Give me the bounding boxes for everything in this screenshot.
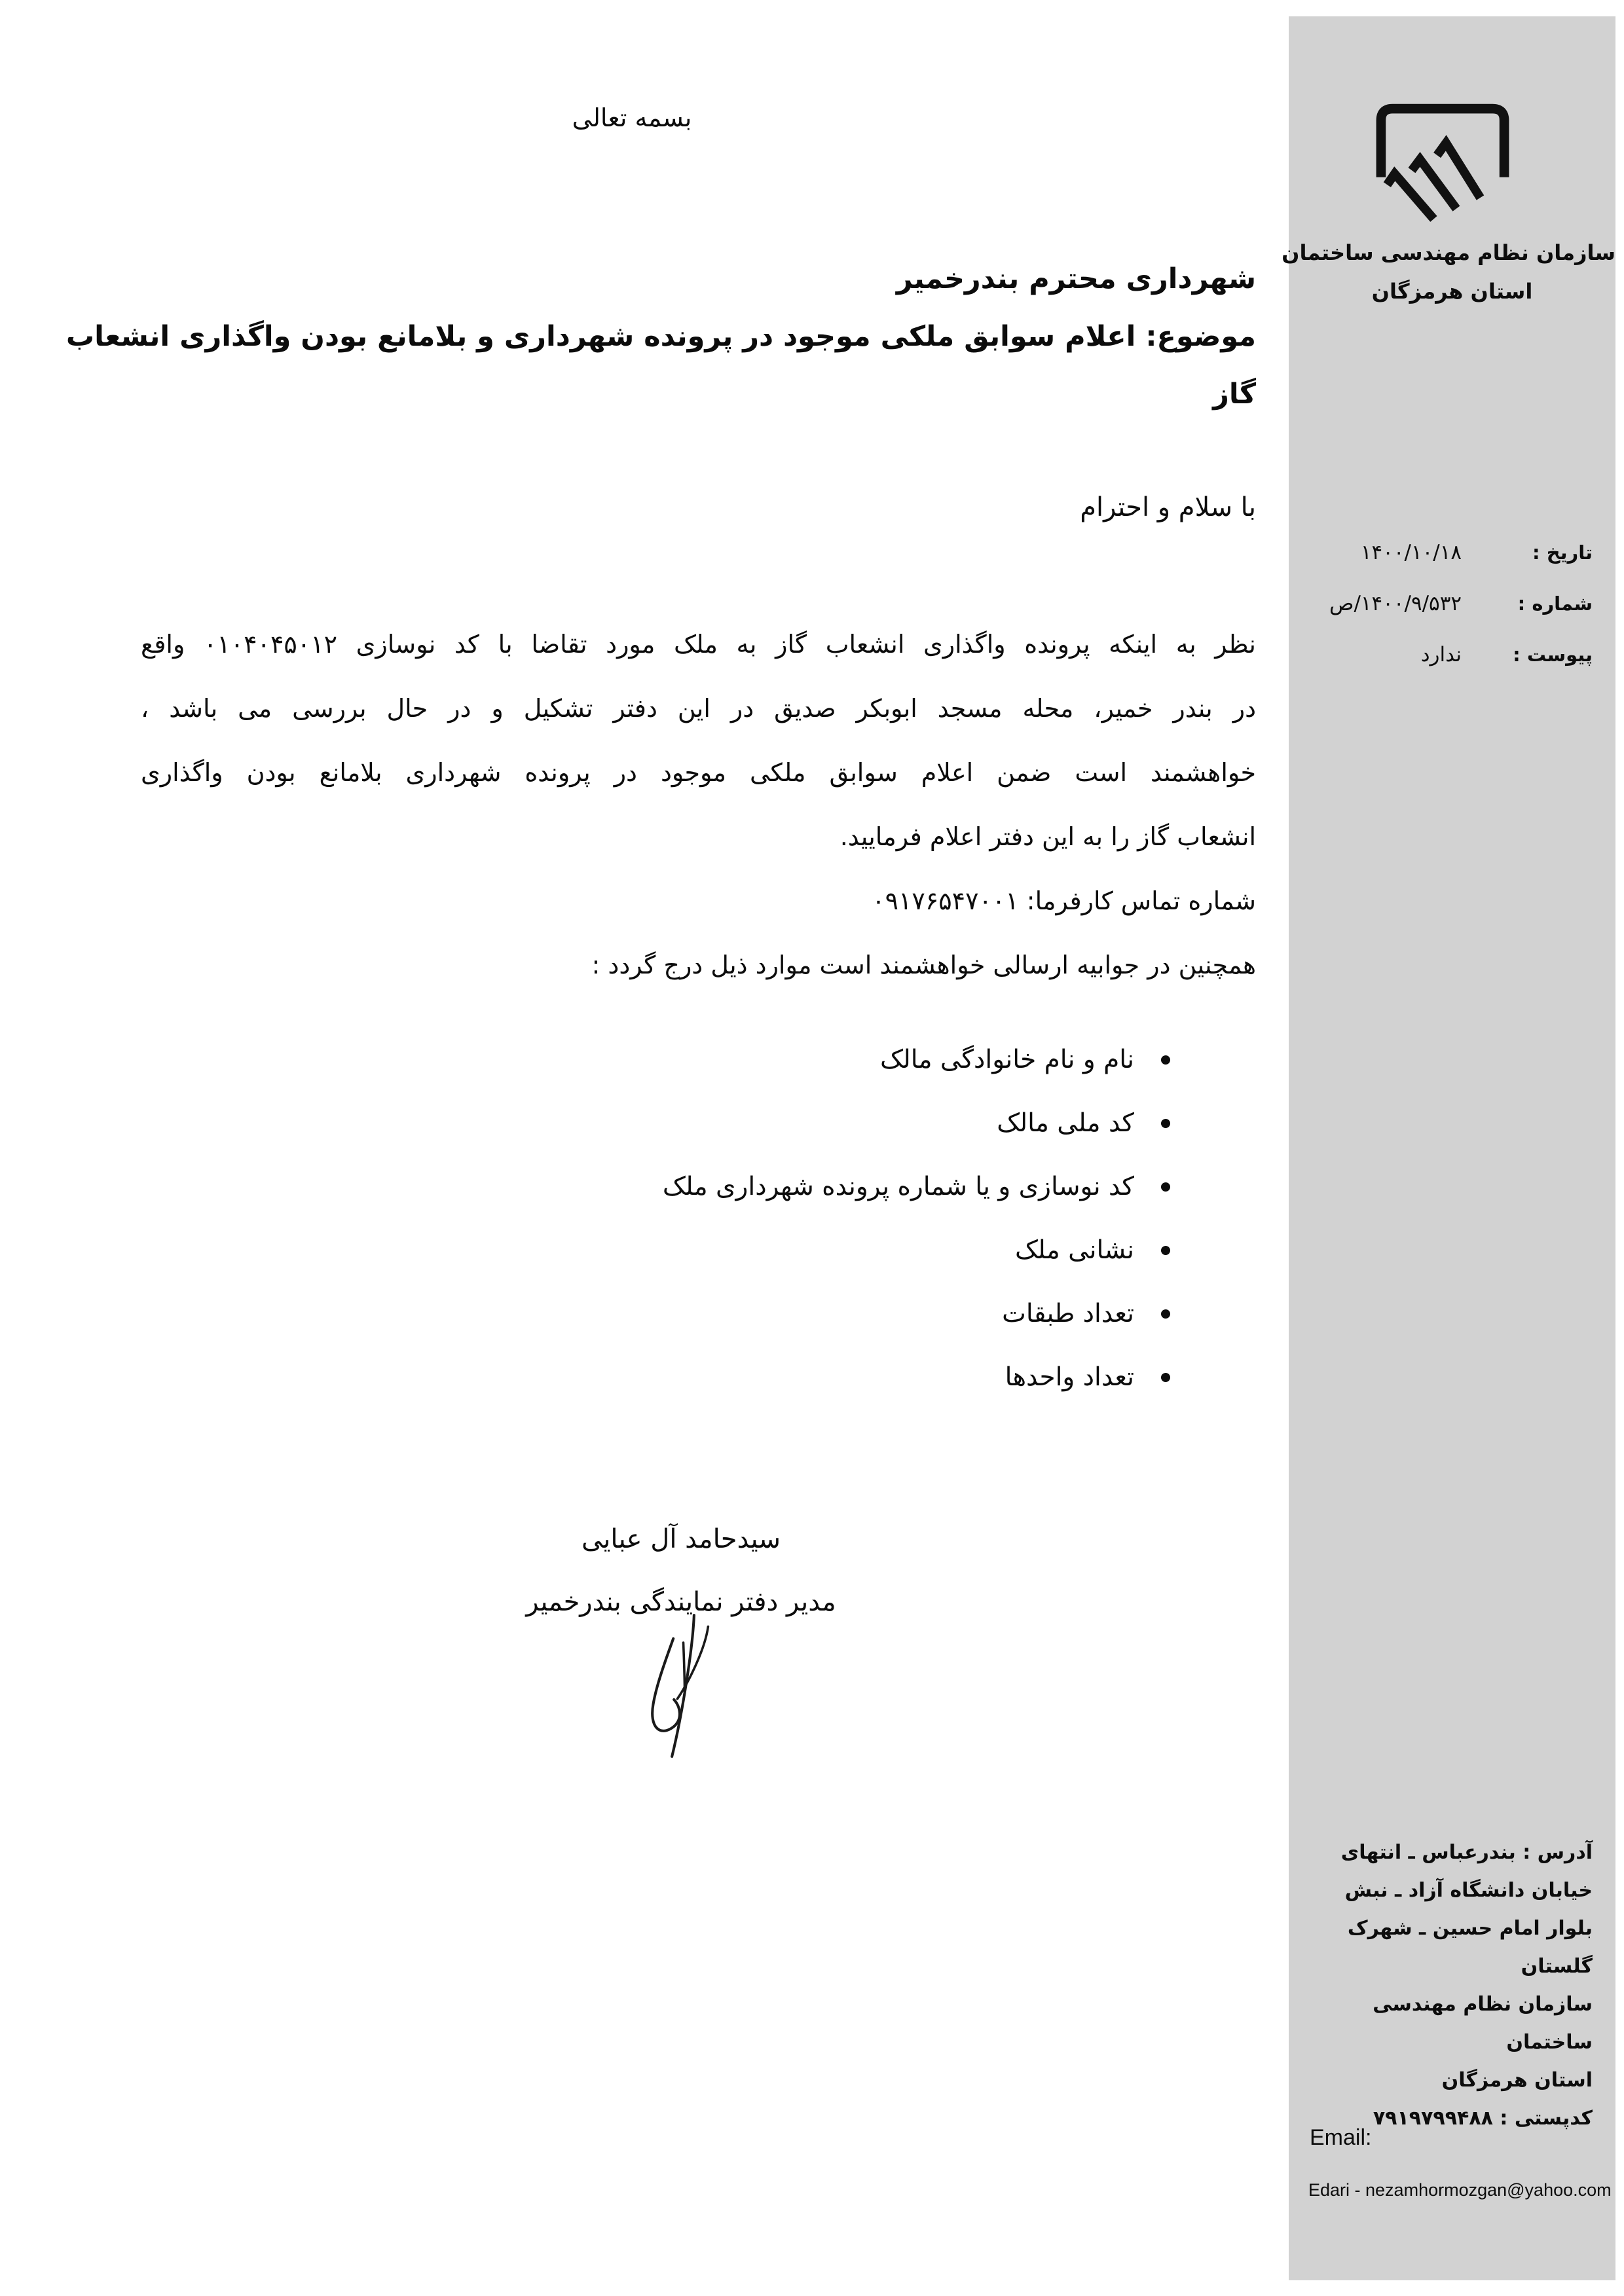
- org-name-line-2: استان هرمزگان: [1371, 279, 1533, 304]
- letter-body: [141, 612, 1256, 997]
- org-name-line-1: سازمان نظام مهندسی ساختمان: [1282, 240, 1615, 265]
- email-address: Edari - nezamhormozgan@yahoo.com: [1308, 2180, 1612, 2200]
- bismillah: بسمه تعالی: [572, 103, 692, 132]
- list-item: [141, 1155, 1256, 1218]
- bullet-icon: [1161, 1373, 1170, 1382]
- postal-code-line: کدپستی : ۷۹۱۹۷۹۹۴۸۸: [1373, 2107, 1593, 2130]
- letter-meta: [1289, 527, 1615, 680]
- address-line: آدرس : بندرعباس ـ انتهای: [1340, 1841, 1593, 1864]
- address-line: گلستان: [1521, 1955, 1593, 1978]
- bullet-icon: [1161, 1309, 1170, 1319]
- list-item-label: تعداد طبقات: [1002, 1299, 1134, 1328]
- address-line: استان هرمزگان: [1441, 2069, 1593, 2092]
- bullet-icon: [1161, 1119, 1170, 1128]
- list-item-label: نشانی ملک: [1015, 1235, 1134, 1265]
- number-row: [1289, 578, 1615, 629]
- greeting-line: با سلام و احترام: [1080, 492, 1256, 522]
- address-line: بلوار امام حسین ـ شهرک: [1347, 1917, 1593, 1940]
- request-line: همچنین در جوابیه ارسالی خواهشمند است موارد ذیل درج گردد :: [591, 951, 1256, 979]
- body-line: نظر به اینکه پرونده واگذاری انشعاب گاز به ملک مورد تقاضا با کد نوسازی ۰۱۰۴۰۴۵۰۱۲ واقع: [141, 630, 1256, 659]
- body-line: خواهشمند است ضمن اعلام سوابق ملکی موجود در پرونده شهرداری بلامانع بودن واگذاری: [141, 758, 1256, 787]
- list-item: [141, 1345, 1256, 1409]
- attachment-row: [1289, 629, 1615, 680]
- number-label: شماره :: [1517, 592, 1593, 615]
- attachment-value: ندارد: [1420, 643, 1462, 666]
- list-item-label: کد ملی مالک: [997, 1108, 1134, 1138]
- bullet-icon: [1161, 1182, 1170, 1192]
- list-item-label: تعداد واحدها: [1005, 1362, 1134, 1392]
- body-line: در بندر خمیر، محله مسجد ابوبکر صدیق در این دفتر تشکیل و در حال بررسی می باشد ،: [141, 694, 1256, 723]
- list-item: [141, 1091, 1256, 1155]
- employer-phone-line: شماره تماس کارفرما: ۰۹۱۷۶۵۴۷۰۰۱: [872, 886, 1256, 915]
- list-item-label: کد نوسازی و یا شماره پرونده شهرداری ملک: [662, 1172, 1134, 1201]
- address-line: سازمان نظام مهندسی ساختمان: [1373, 1993, 1593, 2054]
- recipient-line: شهرداری محترم بندرخمیر: [896, 263, 1256, 295]
- email-label: Email:: [1310, 2125, 1372, 2150]
- list-item: [141, 1028, 1256, 1091]
- signature-title: مدیر دفتر نمایندگی بندرخمیر: [526, 1587, 836, 1617]
- date-row: [1289, 527, 1615, 578]
- subject-line-1: موضوع: اعلام سوابق ملکی موجود در پرونده شهرداری و بلامانع بودن واگذاری انشعاب: [65, 320, 1256, 353]
- date-label: تاریخ :: [1532, 541, 1593, 564]
- organization-logo-icon: [1367, 97, 1518, 224]
- list-item: [141, 1282, 1256, 1345]
- address-line: خیابان دانشگاه آزاد ـ نبش: [1344, 1879, 1593, 1902]
- bullet-icon: [1161, 1055, 1170, 1065]
- organization-name: [1282, 234, 1615, 311]
- body-line: انشعاب گاز را به این دفتر اعلام فرمایید.: [840, 822, 1256, 851]
- list-item-label: نام و نام خانوادگی مالک: [879, 1045, 1134, 1074]
- required-items-list: [141, 1028, 1256, 1409]
- date-value: ۱۴۰۰/۱۰/۱۸: [1360, 541, 1462, 564]
- letterhead-sidebar: [1282, 16, 1615, 2280]
- office-address-block: [1289, 1834, 1615, 2138]
- list-item: [141, 1218, 1256, 1282]
- signature-name: سیدحامد آل عبایی: [581, 1524, 781, 1554]
- letter-heading: [65, 250, 1256, 423]
- attachment-label: پیوست :: [1513, 644, 1593, 666]
- bullet-icon: [1161, 1246, 1170, 1255]
- number-value: ۱۴۰۰/۹/۵۳۲/ص: [1329, 592, 1462, 615]
- handwritten-signature: [645, 1612, 720, 1759]
- subject-line-2: گاز: [1213, 378, 1256, 410]
